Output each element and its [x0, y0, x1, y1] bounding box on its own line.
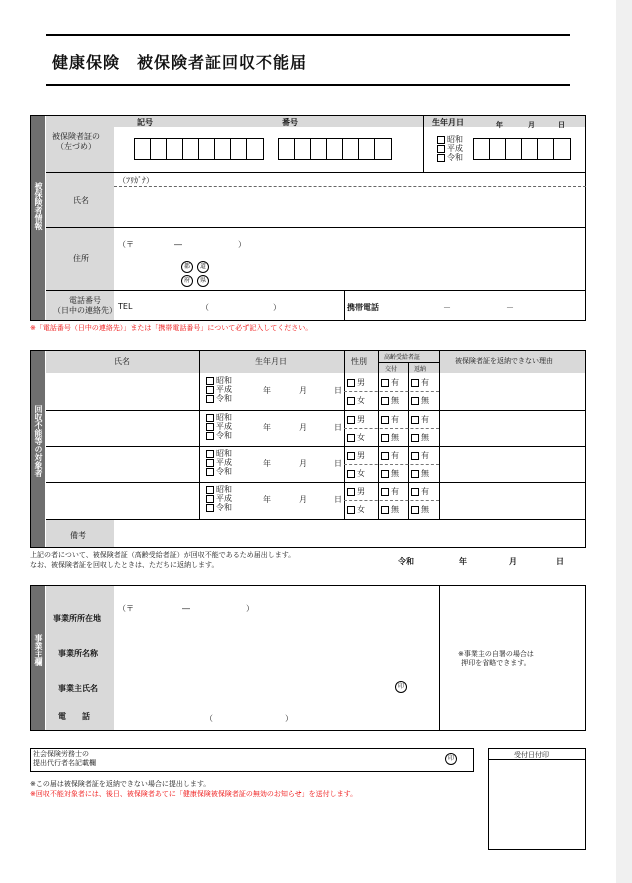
col-reason-header: 被保険者証を返納できない理由 [455, 357, 553, 365]
era-heisei-checkbox[interactable] [437, 145, 445, 153]
agent-label: 社会保険労務士の 提出代行者名記載欄 [33, 750, 96, 767]
biko-input[interactable] [115, 521, 583, 546]
mobile-dash: － [506, 303, 514, 312]
address-label: 住所 [73, 254, 89, 263]
era-checkbox[interactable] [206, 450, 214, 458]
mobile-dash: － [443, 303, 451, 312]
have-checkbox[interactable] [381, 452, 389, 460]
sex-label: 男 [357, 415, 365, 424]
divider [46, 227, 586, 228]
era-checkbox[interactable] [206, 495, 214, 503]
insured-info-side-label: 被保険者情報 [31, 116, 45, 320]
birth-month-label: 月 [528, 121, 535, 129]
target-day-label: 日 [334, 495, 342, 504]
divider [46, 290, 586, 291]
target-month-label: 月 [299, 495, 307, 504]
agent-seal-mark: 印 [445, 753, 457, 765]
sex-female-option[interactable] [347, 468, 365, 479]
none-label: 無 [391, 469, 399, 478]
koreisha-none-option[interactable] [381, 504, 399, 515]
era-label: 令和 [216, 394, 232, 403]
divider [439, 351, 440, 519]
sex-checkbox[interactable] [347, 416, 355, 424]
sex-male-option[interactable] [347, 486, 365, 497]
target-year-label: 年 [263, 459, 271, 468]
sex-checkbox[interactable] [347, 488, 355, 496]
employer-name-input[interactable] [115, 640, 435, 662]
furigana-label: （ﾌﾘｶﾞﾅ） [118, 176, 154, 185]
none-label: 無 [421, 505, 429, 514]
reason-input[interactable] [441, 374, 583, 408]
name-label: 氏名 [73, 196, 89, 205]
have-label: 有 [421, 487, 429, 496]
target-day-label: 日 [334, 386, 342, 395]
era-label: 平成 [216, 422, 232, 431]
declaration-era: 令和 [398, 557, 414, 566]
have-label: 有 [421, 451, 429, 460]
none-checkbox[interactable] [411, 434, 419, 442]
era-label: 平成 [216, 494, 232, 503]
col-return-header: 返納 [414, 366, 427, 373]
era-checkbox[interactable] [206, 377, 214, 385]
target-era-options[interactable] [206, 449, 232, 476]
row-mid-divider [344, 428, 439, 429]
title-bottom-rule [46, 84, 570, 86]
employer-tel-input[interactable] [115, 706, 435, 726]
none-checkbox[interactable] [381, 470, 389, 478]
employer-address-input[interactable] [115, 612, 435, 632]
divider [46, 172, 586, 173]
row-mid-divider [344, 391, 439, 392]
footnote-2: ※回収不能対象者には、後日、被保険者あてに「健康保険被保険者証の無効のお知らせ」を送付します。 [30, 790, 358, 798]
address-postal: （〒 ― ） [118, 240, 246, 249]
sex-checkbox[interactable] [347, 452, 355, 460]
era-checkbox[interactable] [206, 486, 214, 494]
have-label: 有 [391, 378, 399, 387]
target-era-options[interactable] [206, 413, 232, 440]
target-era-options[interactable] [206, 485, 232, 512]
none-label: 無 [421, 396, 429, 405]
biko-label: 備考 [70, 531, 86, 540]
pref-do-mark: 道 [197, 261, 209, 273]
sex-female-option[interactable] [347, 395, 365, 406]
employer-postal: （〒 ― ） [118, 604, 254, 613]
era-showa-checkbox[interactable] [437, 136, 445, 144]
tel-label: 電話番号 （日中の連絡先） [53, 296, 117, 315]
sex-checkbox[interactable] [347, 434, 355, 442]
have-label: 有 [391, 415, 399, 424]
koreisha-none-option[interactable] [411, 395, 429, 406]
none-checkbox[interactable] [381, 434, 389, 442]
none-label: 無 [391, 396, 399, 405]
divider [439, 586, 440, 730]
receipt-label: 受付日付印 [514, 751, 549, 759]
era-checkbox[interactable] [206, 386, 214, 394]
kigo-input[interactable] [134, 138, 264, 160]
row-mid-divider [344, 500, 439, 501]
era-checkbox[interactable] [206, 414, 214, 422]
none-checkbox[interactable] [411, 470, 419, 478]
era-reiwa-checkbox[interactable] [437, 154, 445, 162]
koreisha-have-option[interactable] [381, 450, 399, 461]
sex-male-option[interactable] [347, 414, 365, 425]
era-checkbox[interactable] [206, 423, 214, 431]
koreisha-none-option[interactable] [411, 468, 429, 479]
have-checkbox[interactable] [411, 452, 419, 460]
sex-label: 女 [357, 396, 365, 405]
sex-checkbox[interactable] [347, 379, 355, 387]
koreisha-have-option[interactable] [411, 450, 429, 461]
phone-note: ※「電話番号（日中の連絡先）」または「携帯電話番号」について必ず記入してください。 [30, 324, 313, 332]
target-month-label: 月 [299, 423, 307, 432]
tel-input[interactable] [140, 294, 340, 316]
target-year-label: 年 [263, 386, 271, 395]
mobile-input[interactable] [390, 294, 580, 316]
none-label: 無 [391, 433, 399, 442]
reason-input[interactable] [441, 483, 583, 517]
era-checkbox[interactable] [206, 504, 214, 512]
birth-day-label: 日 [558, 121, 565, 129]
bango-label: 番号 [282, 118, 298, 127]
era-label: 令和 [216, 503, 232, 512]
have-checkbox[interactable] [411, 416, 419, 424]
none-checkbox[interactable] [411, 506, 419, 514]
pref-fu-mark: 府 [181, 275, 193, 287]
tel-prefix: TEL [118, 302, 133, 311]
koreisha-none-option[interactable] [381, 432, 399, 443]
sex-male-option[interactable] [347, 450, 365, 461]
sex-checkbox[interactable] [347, 506, 355, 514]
row-mid-divider [344, 464, 439, 465]
target-month-label: 月 [299, 386, 307, 395]
koreisha-none-option[interactable] [381, 468, 399, 479]
era-label: 昭和 [216, 485, 232, 494]
mobile-label: 携帯電話 [347, 303, 379, 312]
sex-checkbox[interactable] [347, 470, 355, 478]
col-koreisha-header: 高齢受給者証 [384, 354, 421, 361]
have-checkbox[interactable] [411, 488, 419, 496]
divider [344, 291, 345, 320]
era-label: 令和 [216, 467, 232, 476]
declaration-month-label: 月 [509, 557, 517, 566]
have-label: 有 [421, 378, 429, 387]
bango-input[interactable] [278, 138, 392, 160]
era-checkbox[interactable] [206, 395, 214, 403]
target-side-label: 回収不能等の対象者 [31, 351, 45, 547]
have-checkbox[interactable] [381, 379, 389, 387]
target-name-input[interactable] [47, 483, 197, 517]
kigo-bango-header [114, 116, 423, 127]
era-label: 平成 [216, 458, 232, 467]
title-top-rule [46, 34, 570, 36]
col-sex-header: 性別 [351, 357, 367, 366]
sex-label: 男 [357, 487, 365, 496]
era-options[interactable] [437, 135, 463, 162]
sex-label: 女 [357, 505, 365, 514]
era-checkbox[interactable] [206, 459, 214, 467]
divider [344, 351, 345, 519]
address-input[interactable] [220, 250, 580, 288]
none-checkbox[interactable] [381, 506, 389, 514]
koreisha-have-option[interactable] [411, 414, 429, 425]
none-label: 無 [391, 505, 399, 514]
koreisha-have-option[interactable] [381, 486, 399, 497]
receipt-stamp-box [488, 748, 586, 850]
have-checkbox[interactable] [381, 416, 389, 424]
divider [408, 362, 409, 519]
koreisha-none-option[interactable] [411, 432, 429, 443]
none-checkbox[interactable] [411, 397, 419, 405]
sex-label: 女 [357, 433, 365, 442]
koreisha-none-option[interactable] [381, 395, 399, 406]
target-year-label: 年 [263, 423, 271, 432]
divider [199, 351, 200, 519]
era-label: 令和 [216, 431, 232, 440]
col-birth-header: 生年月日 [255, 357, 287, 366]
target-era-options[interactable] [206, 376, 232, 403]
divider [46, 519, 585, 520]
sex-checkbox[interactable] [347, 397, 355, 405]
target-day-label: 日 [334, 459, 342, 468]
era-label: 平成 [216, 385, 232, 394]
era-label: 昭和 [216, 449, 232, 458]
era-label: 昭和 [216, 413, 232, 422]
employer-owner-input[interactable] [115, 674, 390, 696]
target-name-input[interactable] [47, 411, 197, 445]
none-label: 無 [421, 433, 429, 442]
col-issue-header: 交付 [385, 366, 398, 373]
insured-card-label: 被保険者証の （左づめ） [52, 132, 100, 151]
sex-label: 男 [357, 451, 365, 460]
have-label: 有 [421, 415, 429, 424]
declaration-day-label: 日 [556, 557, 564, 566]
tel-paren: （ ） [201, 303, 281, 312]
employer-name-label: 事業所名称 [58, 649, 98, 658]
reason-input[interactable] [441, 411, 583, 445]
footnote-1: ※この届は被保険者証を返納できない場合に提出します。 [30, 780, 211, 788]
birth-label: 生年月日 [432, 118, 464, 127]
sex-female-option[interactable] [347, 504, 365, 515]
have-checkbox[interactable] [381, 488, 389, 496]
era-checkbox[interactable] [206, 432, 214, 440]
have-label: 有 [391, 487, 399, 496]
birthdate-input[interactable] [473, 138, 571, 160]
employer-tel-paren: （ ） [205, 714, 293, 723]
target-name-input[interactable] [47, 374, 197, 408]
target-day-label: 日 [334, 423, 342, 432]
koreisha-have-option[interactable] [381, 414, 399, 425]
sex-label: 男 [357, 378, 365, 387]
name-input[interactable] [114, 187, 586, 227]
pref-ken-mark: 県 [197, 275, 209, 287]
koreisha-have-option[interactable] [381, 377, 399, 388]
reason-input[interactable] [441, 447, 583, 481]
kigo-label: 記号 [137, 118, 153, 127]
employer-seal-mark: 印 [395, 681, 407, 693]
koreisha-have-option[interactable] [411, 486, 429, 497]
koreisha-none-option[interactable] [411, 504, 429, 515]
target-name-input[interactable] [47, 447, 197, 481]
declaration-line2: なお、被保険者証を回収したときは、ただちに返納します。 [30, 561, 219, 569]
sex-male-option[interactable] [347, 377, 365, 388]
col-name-header: 氏名 [114, 357, 130, 366]
none-label: 無 [421, 469, 429, 478]
declaration-line1: 上記の者について、被保険者証（高齢受給者証）が回収不能であるため届出します。 [30, 551, 296, 559]
era-label: 平成 [447, 144, 463, 153]
era-label: 令和 [447, 153, 463, 162]
koreisha-have-option[interactable] [411, 377, 429, 388]
agent-box[interactable] [30, 748, 474, 772]
divider [423, 116, 424, 172]
era-checkbox[interactable] [206, 468, 214, 476]
target-month-label: 月 [299, 459, 307, 468]
employer-seal-note: ※事業主の自署の場合は 押印を省略できます。 [458, 650, 534, 667]
target-year-label: 年 [263, 495, 271, 504]
form-title: 健康保険 被保険者証回収不能届 [52, 53, 308, 72]
sex-female-option[interactable] [347, 432, 365, 443]
era-label: 昭和 [216, 376, 232, 385]
employer-address-label: 事業所所在地 [53, 614, 101, 623]
employer-side-label: 事業主欄 [31, 586, 45, 730]
pref-to-mark: 都 [181, 261, 193, 273]
divider [378, 351, 379, 519]
employer-owner-label: 事業主氏名 [58, 684, 98, 693]
era-label: 昭和 [447, 135, 463, 144]
have-checkbox[interactable] [411, 379, 419, 387]
employer-tel-label: 電 話 [58, 712, 90, 721]
birth-year-label: 年 [496, 121, 503, 129]
declaration-year-label: 年 [459, 557, 467, 566]
sex-label: 女 [357, 469, 365, 478]
none-checkbox[interactable] [381, 397, 389, 405]
have-label: 有 [391, 451, 399, 460]
